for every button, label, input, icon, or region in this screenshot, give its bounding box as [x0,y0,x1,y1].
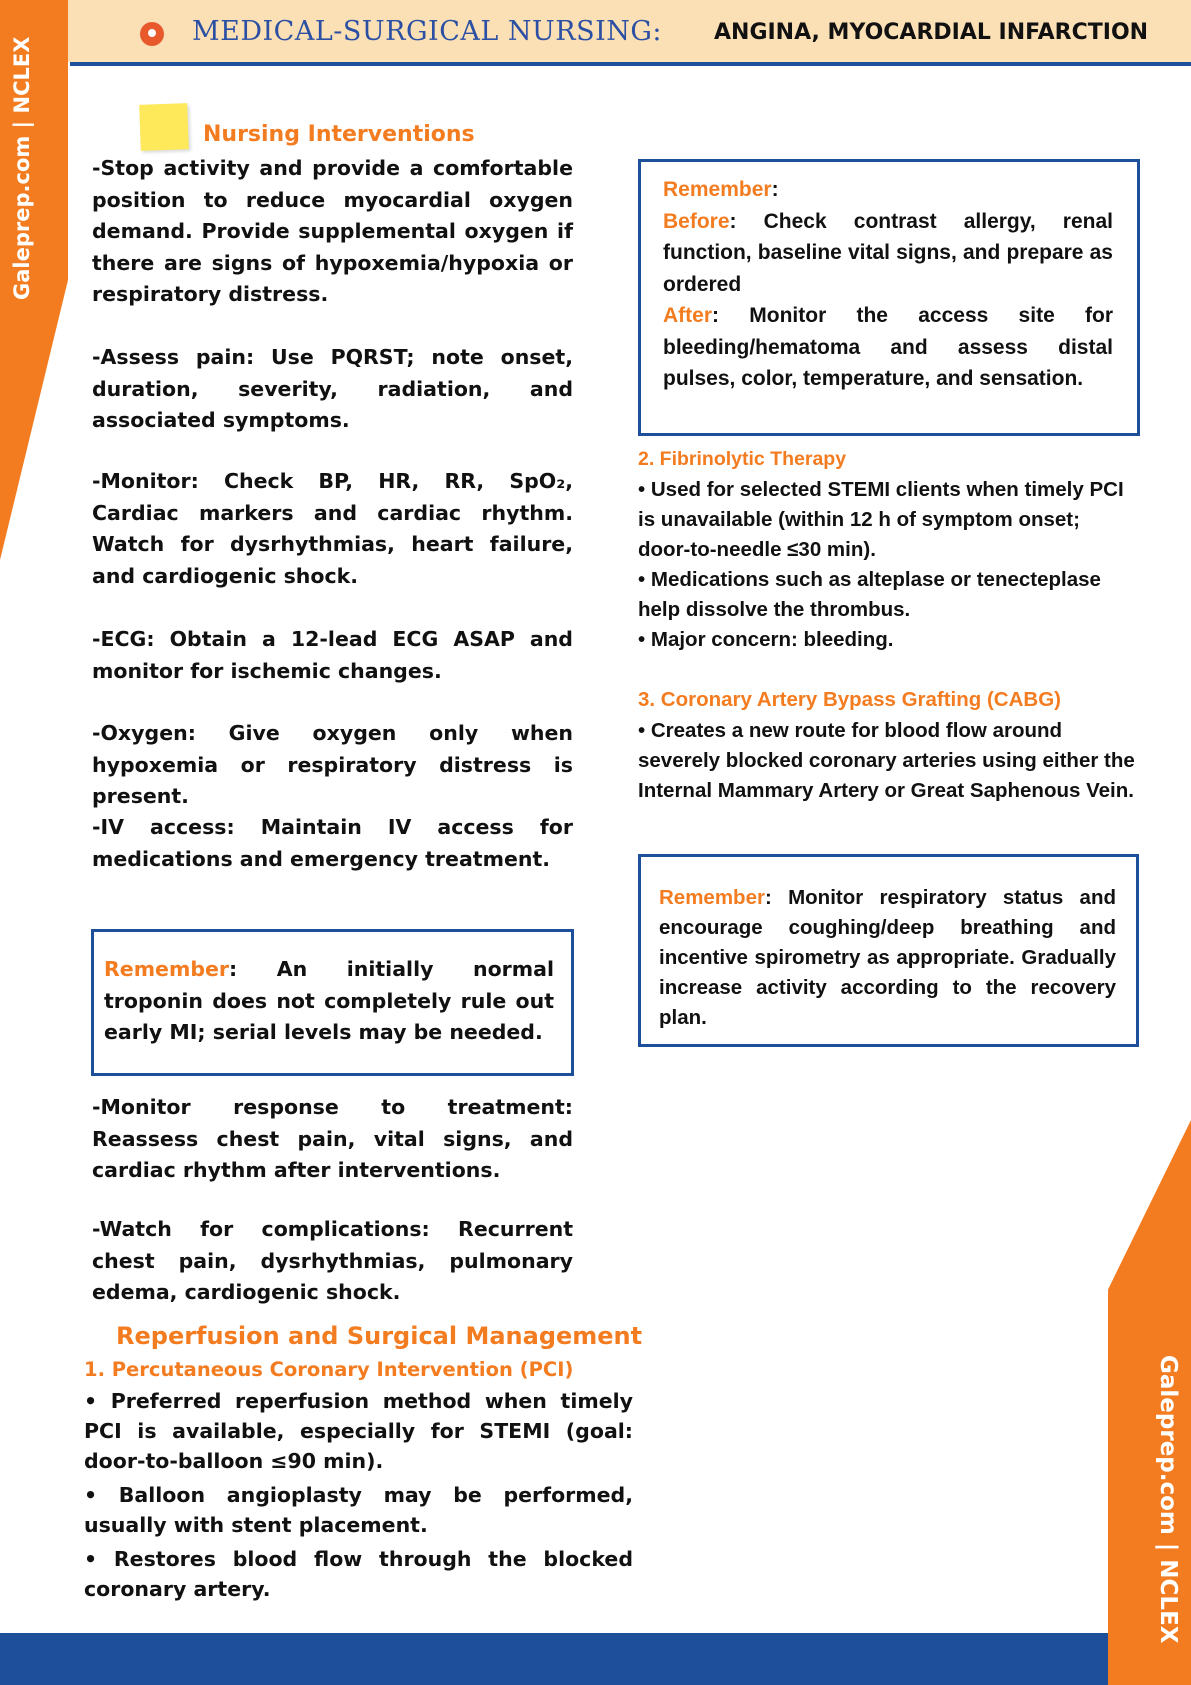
before-label: Before [663,209,730,233]
sticky-note-icon [139,103,189,151]
fibrinolytic-bullet-list [638,475,1136,655]
list-item: • Balloon angioplasty may be performed, usually with stent placement. [84,1483,633,1537]
page-title: MEDICAL-SURGICAL NURSING: [192,16,663,47]
remember-box-troponin [91,929,574,1076]
right-brand-text: Galeprep.com | NCLEX [1155,1355,1181,1644]
remember-colon: : [771,178,779,201]
section-heading-nursing-interventions: Nursing Interventions [203,122,475,147]
remember-label: Remember [663,178,772,201]
remember-box-cabg [638,854,1139,1047]
subheading-fibrinolytic: 2. Fibrinolytic Therapy [638,448,847,470]
pci-bullet-list [84,1386,633,1604]
brand-logo-icon [140,22,164,46]
remember-label: Remember [104,957,230,981]
intervention-paragraph: -Stop activity and provide a comfortable position to reduce myocardial oxygen demand. Provide supplemental oxygen if there are signs of hypoxemia/hypoxia or respiratory distress. [92,156,573,306]
intervention-paragraph: -ECG: Obtain a 12-lead ECG ASAP and monitor for ischemic changes. [92,627,573,683]
before-text: : Check contrast allergy, renal function, baseline vital signs, and prepare as ordered [663,209,1113,296]
list-item: • Creates a new route for blood flow around severely blocked coronary arteries using either the Internal Mammary Artery or Great Saphenous Vein. [638,719,1135,802]
intervention-paragraph: -Assess pain: Use PQRST; note onset, duration, severity, radiation, and associated symptoms. [92,345,573,432]
intervention-paragraph: -Watch for complications: Recurrent chest pain, dysrhythmias, pulmonary edema, cardiogenic shock. [92,1217,573,1304]
page-subtitle: ANGINA, MYOCARDIAL INFARCTION [714,20,1149,45]
list-item: • Medications such as alteplase or tenecteplase help dissolve the thrombus. [638,568,1101,621]
remember-text [663,174,1113,395]
intervention-paragraph: -IV access: Maintain IV access for medications and emergency treatment. [92,815,573,871]
remember-label: Remember [659,886,765,909]
page-footer-bar [0,1633,1108,1685]
section-heading-reperfusion: Reperfusion and Surgical Management [116,1322,643,1350]
left-brand-text: Galeprep.com | NCLEX [10,36,34,300]
subheading-cabg: 3. Coronary Artery Bypass Grafting (CABG) [638,688,1061,711]
intervention-paragraph: -Monitor response to treatment: Reassess chest pain, vital signs, and cardiac rhythm after interventions. [92,1095,573,1182]
intervention-paragraph: -Oxygen: Give oxygen only when hypoxemia or respiratory distress is present. [92,721,573,808]
intervention-paragraph: -Monitor: Check BP, HR, RR, SpO₂, Cardiac markers and cardiac rhythm. Watch for dysrhythmias, heart failure, and cardiogenic shock. [92,469,573,588]
remember-text [104,954,554,1049]
header-divider [70,62,1191,66]
after-label: After [663,304,713,327]
cabg-bullet-list [638,716,1138,806]
remember-box-pci [638,159,1140,436]
list-item: • Restores blood flow through the blocked coronary artery. [84,1547,633,1601]
list-item: • Major concern: bleeding. [638,628,894,651]
remember-text [659,883,1116,1033]
subheading-pci: 1. Percutaneous Coronary Intervention (PCI) [84,1358,574,1381]
list-item: • Preferred reperfusion method when timely PCI is available, especially for STEMI (goal: door-to-balloon ≤90 min). [84,1389,633,1473]
remember-body: : Monitor respiratory status and encourage coughing/deep breathing and incentive spirometry as appropriate. Gradually increase activity according to the recovery plan. [659,886,1116,1029]
list-item: • Used for selected STEMI clients when timely PCI is unavailable (within 12 h of symptom onset; door-to-needle ≤30 min). [638,478,1124,561]
after-text: : Monitor the access site for bleeding/hematoma and assess distal pulses, color, temperature, and sensation. [663,304,1113,390]
remember-body: : An initially normal troponin does not completely rule out early MI; serial levels may be needed. [104,957,554,1044]
